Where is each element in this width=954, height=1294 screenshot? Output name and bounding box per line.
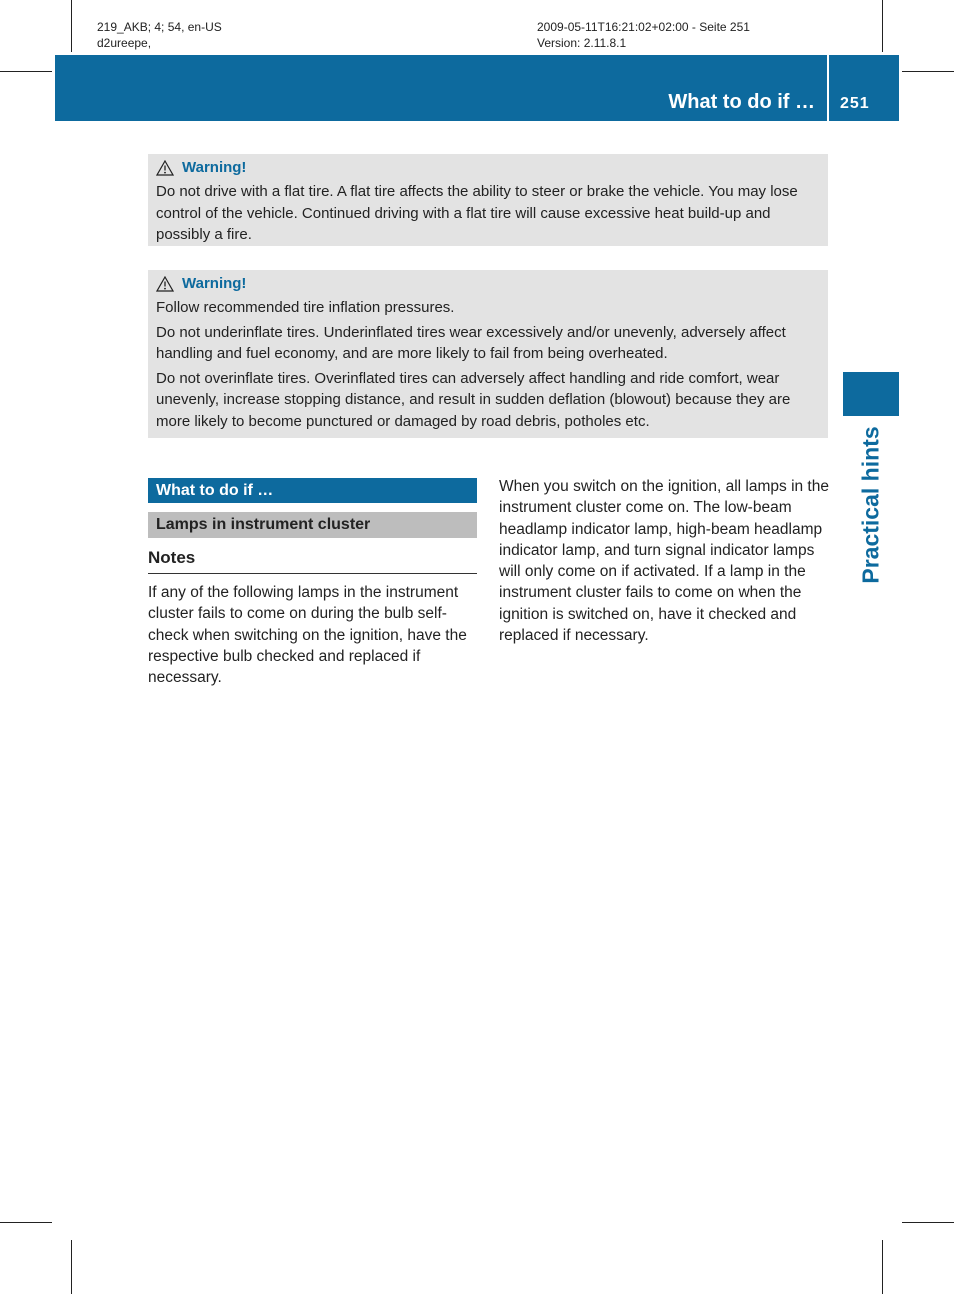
page-header bbox=[55, 55, 899, 121]
page-number: 251 bbox=[840, 95, 870, 112]
warning-text: Do not drive with a flat tire. A flat tire affects the ability to steer or brake the vehicle. You may lose control of the vehicle. Continued driving with a flat tire will cause excessive heat build-up and possibly a fire. bbox=[156, 183, 798, 243]
warning-header bbox=[156, 158, 821, 178]
body-paragraph: If any of the following lamps in the instrument cluster fails to come on during the bulb self-check when switching on the ignition, have the respective bulb checked and replaced if necessary. bbox=[148, 584, 467, 687]
meta-line: 2009-05-11T16:21:02+02:00 - Seite 251 bbox=[537, 20, 750, 34]
chapter-title: What to do if … bbox=[668, 91, 815, 113]
meta-line: Version: 2.11.8.1 bbox=[537, 36, 627, 50]
side-tab-label: Practical hints bbox=[857, 426, 884, 584]
warning-title: Warning! bbox=[182, 159, 247, 177]
notes-heading: Notes bbox=[148, 548, 477, 574]
crop-mark bbox=[902, 71, 954, 72]
crop-mark bbox=[71, 0, 72, 52]
crop-mark bbox=[0, 71, 52, 72]
header-divider bbox=[827, 55, 829, 121]
left-column bbox=[148, 478, 477, 688]
crop-mark bbox=[882, 0, 883, 52]
warning-header bbox=[156, 274, 821, 294]
warning-text: Do not overinflate tires. Overinflated tires can adversely affect handling and ride comfort, wear unevenly, increase stopping distance, and result in sudden deflation (blowout) because they are more likely to become punctured or damaged by road debris, potholes etc. bbox=[156, 369, 791, 430]
crop-mark bbox=[0, 1222, 52, 1223]
print-meta-right bbox=[537, 19, 750, 51]
print-meta-left bbox=[97, 19, 222, 51]
crop-mark bbox=[902, 1222, 954, 1223]
warning-triangle-icon bbox=[156, 276, 174, 292]
crop-mark bbox=[71, 1240, 72, 1294]
warning-text: Follow recommended tire inflation pressures. bbox=[156, 299, 455, 316]
right-column bbox=[499, 476, 831, 646]
crop-mark bbox=[882, 1240, 883, 1294]
subsection-title: Lamps in instrument cluster bbox=[148, 512, 477, 538]
warning-box bbox=[148, 270, 828, 438]
warning-title: Warning! bbox=[182, 275, 247, 293]
warning-box bbox=[148, 154, 828, 246]
warning-text: Do not underinflate tires. Underinflated tires wear excessively and/or unevenly, adversely affect handling and fuel economy, and are more likely to fail from being overheated. bbox=[156, 323, 786, 362]
body-paragraph: When you switch on the ignition, all lamps in the instrument cluster come on. The low-beam headlamp indicator lamp, high-beam headlamp indicator lamp, and turn signal indicator lamps will only come on if activated. If a lamp in the instrument cluster fails to come on when the ignition is switched on, have it checked and replaced if necessary. bbox=[499, 478, 829, 645]
warning-triangle-icon bbox=[156, 160, 174, 176]
meta-line: d2ureepe, bbox=[97, 36, 152, 50]
section-title: What to do if … bbox=[148, 478, 477, 503]
meta-line: 219_AKB; 4; 54, en-US bbox=[97, 20, 222, 34]
side-tab-marker bbox=[843, 372, 899, 416]
